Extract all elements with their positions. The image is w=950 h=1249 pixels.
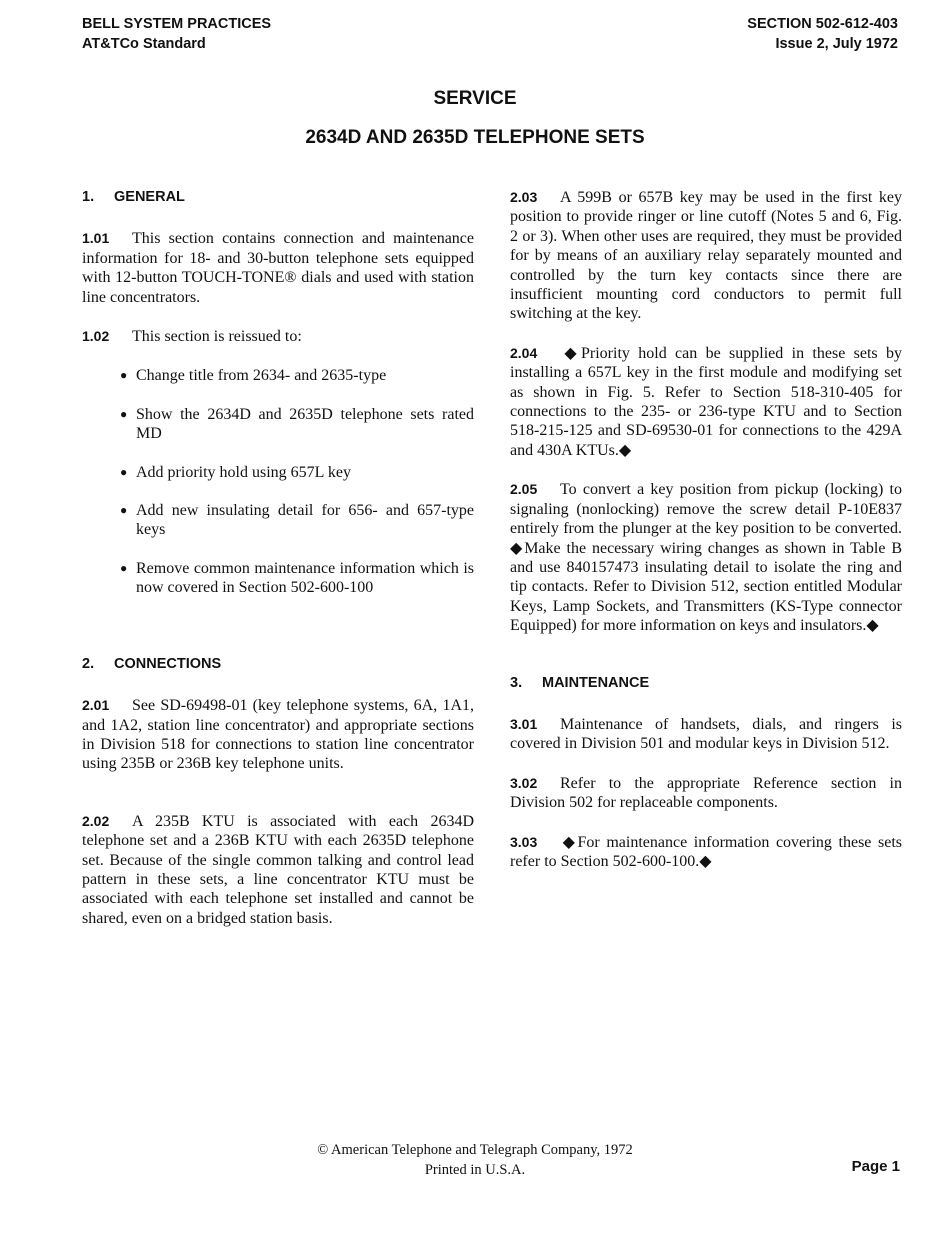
- issue-date: Issue 2, July 1972: [775, 36, 898, 52]
- paragraph-text: ◆For maintenance information covering these sets refer to Section 502-600-100.◆: [510, 833, 902, 870]
- paragraph-number: 2.02: [82, 812, 110, 829]
- printed-location: Printed in U.S.A.: [424, 1162, 526, 1178]
- paragraph-number: 2.05: [510, 481, 538, 498]
- spacer: [82, 617, 474, 655]
- left-column: [82, 188, 474, 948]
- paragraph-text: To convert a key position from pickup (locking) to signaling (nonlocking) remove the screw detail P-10E837 entirely from the plunger at the key position to be converted. ◆Make the necessary wiring changes as shown in Table B and use 840157473 insulating detail to isolate the ring and tip contacts. Refer to Division 512, section entitled Modular Keys, Lamp Sockets, and Transmitters (KS-Type connector Equipped) for more information on keys and insulators.◆: [510, 481, 902, 635]
- paragraph-2-02: [82, 812, 474, 928]
- section-heading-connections: 2. CONNECTIONS: [82, 655, 222, 672]
- paragraph-1-01: [82, 229, 474, 307]
- spacer: [510, 656, 902, 674]
- bullet-item: ● Add priority hold using 657L key: [120, 463, 474, 482]
- paragraph-number: 3.01: [510, 715, 538, 732]
- paragraph-text: Refer to the appropriate Reference section in Division 502 for replaceable components.: [510, 774, 902, 812]
- paragraph-2-01: [82, 696, 474, 774]
- publication-name: BELL SYSTEM PRACTICES: [82, 16, 272, 32]
- paragraph-2-04: [510, 344, 902, 460]
- header-left: [82, 14, 271, 54]
- paragraph-1-02: [82, 327, 474, 346]
- paragraph-text: This section is reissued to:: [132, 328, 302, 346]
- paragraph-number: 2.01: [82, 697, 110, 714]
- paragraph-number: 1.01: [82, 230, 110, 247]
- spacer: [82, 794, 474, 812]
- page-title: 2634D AND 2635D TELEPHONE SETS: [305, 127, 645, 148]
- paragraph-text: ◆Priority hold can be supplied in these sets by installing a 657L key in the first module and modifying set as shown in Fig. 5. Refer to Section 518-310-405 for connections to the 235- or 236-type KTU and to Section 518-215-125 and SD-69530-01 for connections to the 429A and 430A KTUs.◆: [510, 344, 902, 459]
- paragraph-2-05: [510, 480, 902, 635]
- paragraph-text: See SD-69498-01 (key telephone systems, 6A, 1A1, and 1A2, station line concentrator) and appropriate sections in Division 518 for connections to station line concentrator using 235B or 236B key telephone units.: [82, 697, 474, 773]
- bullet-item: ● Show the 2634D and 2635D telephone sets rated MD: [120, 405, 474, 444]
- paragraph-number: 2.03: [510, 189, 538, 205]
- copyright-notice: © American Telephone and Telegraph Company, 1972: [317, 1142, 633, 1158]
- paragraph-number: 2.04: [510, 344, 538, 361]
- page-number: Page 1: [851, 1158, 900, 1175]
- standard-label: AT&TCo Standard: [82, 36, 206, 52]
- section-number: SECTION 502-612-403: [747, 16, 898, 32]
- paragraph-text: This section contains connection and maintenance information for 18- and 30-button telephone sets equipped with 12-button TOUCH-TONE® dials and used with station line concentrators.: [82, 230, 474, 306]
- section-heading-maintenance: 3. MAINTENANCE: [510, 674, 650, 691]
- title-service: SERVICE: [433, 88, 517, 109]
- paragraph-3-03: [510, 833, 902, 872]
- paragraph-3-02: [510, 774, 902, 813]
- bullet-item: ● Remove common maintenance information which is now covered in Section 502-600-100: [120, 559, 474, 598]
- paragraph-number: 3.03: [510, 833, 538, 850]
- bullet-item: ● Change title from 2634- and 2635-type: [120, 366, 474, 385]
- paragraph-text: Maintenance of handsets, dials, and ringers is covered in Division 501 and modular keys in Division 512.: [510, 715, 902, 753]
- header-right: [747, 14, 898, 54]
- paragraph-text: A 599B or 657B key may be used in the first key position to provide ringer or line cutoff (Notes 5 and 6, Fig. 2 or 3). When other uses are required, they must be provided for by means of an auxiliary relay separately mounted and controlled by the turn key contacts since there are insufficient mounting cord conductors to permit full switching at the key.: [510, 189, 902, 323]
- paragraph-number: 3.02: [510, 774, 538, 791]
- paragraph-3-01: [510, 715, 902, 754]
- section-heading-general: 1. GENERAL: [82, 189, 185, 205]
- footer: [0, 1140, 950, 1180]
- bullet-item: ● Add new insulating detail for 656- and 657-type keys: [120, 501, 474, 540]
- paragraph-text: A 235B KTU is associated with each 2634D telephone set and a 236B KTU with each 2635D telephone set. Because of the single common talking and control lead pattern in these sets, a line concentrator KTU must be associated with each telephone set installed and cannot be shared, even on a bridged station basis.: [82, 812, 474, 927]
- right-column: [510, 188, 902, 891]
- paragraph-number: 1.02: [82, 328, 110, 345]
- paragraph-2-03: [510, 188, 902, 324]
